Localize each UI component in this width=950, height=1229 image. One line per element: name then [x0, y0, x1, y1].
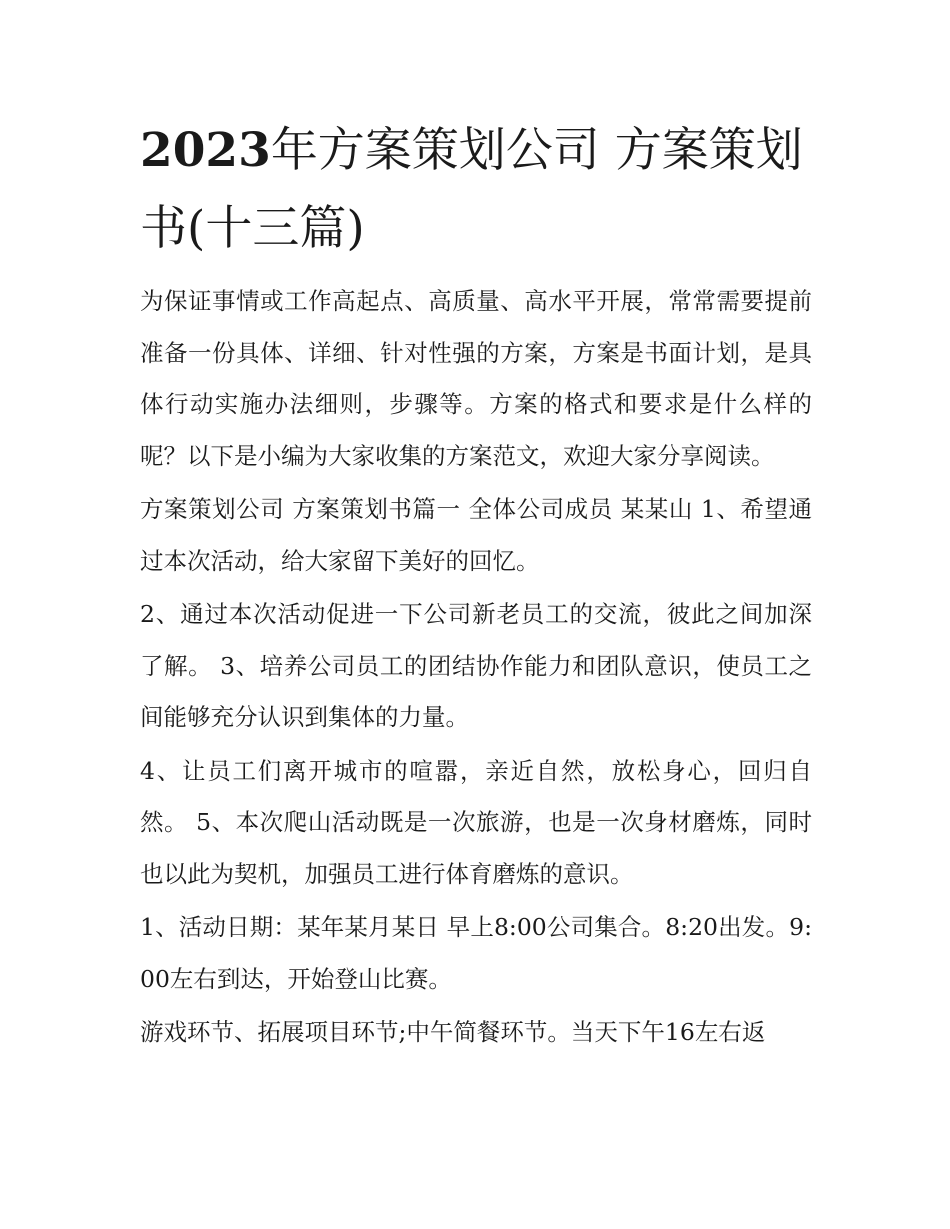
title-year: 2023: [140, 123, 271, 178]
paragraph-section-one: 方案策划公司 方案策划书篇一 全体公司成员 某某山 1、希望通过本次活动，给大家留下美好的回忆。: [140, 495, 812, 575]
paragraph-goals-4-5: 4、让员工们离开城市的喧嚣，亲近自然，放松身心，回归自然。 5、本次爬山活动既是一次旅游，也是一次身材磨炼，同时也以此为契机，加强员工进行体育磨炼的意识。: [140, 756, 812, 888]
title-text: 年方案策划公司 方案策划书(十三篇): [140, 123, 803, 256]
paragraph-activities: 游戏环节、拓展项目环节;中午简餐环节。当天下午16左右返: [140, 1018, 766, 1046]
paragraph-goals-2-3: 2、通过本次活动促进一下公司新老员工的交流，彼此之间加深了解。 3、培养公司员工的团结协作能力和团队意识，使员工之间能够充分认识到集体的力量。: [140, 600, 812, 731]
paragraph-intro: 为保证事情或工作高起点、高质量、高水平开展，常常需要提前准备一份具体、详细、针对性强的方案，方案是书面计划，是具体行动实施办法细则，步骤等。方案的格式和要求是什么样的呢？以下是小编为大家收集的方案范文，欢迎大家分享阅读。: [140, 287, 812, 470]
document-title: [140, 112, 810, 268]
paragraph-schedule: 1、活动日期：某年某月某日 早上8:00公司集合。8:20出发。9:00左右到达，开始登山比赛。: [140, 913, 812, 993]
document-body: [140, 276, 812, 1061]
